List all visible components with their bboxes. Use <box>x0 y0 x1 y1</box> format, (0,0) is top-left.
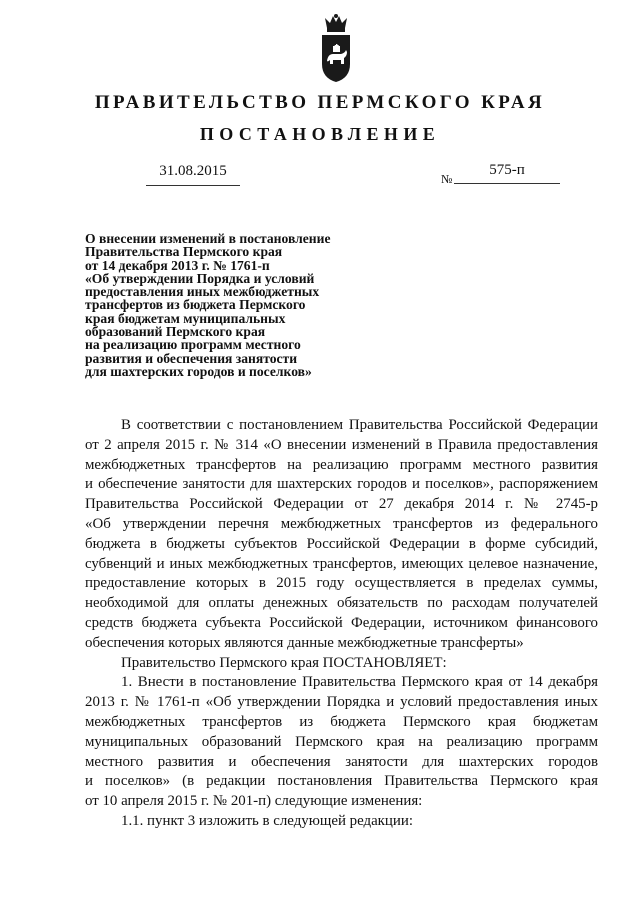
body-line: В соответствии с постановлением Правительства Российской Федерации <box>121 417 598 433</box>
body-line: межбюджетных трансфертов из бюджета Пермского края бюджетам <box>85 713 598 730</box>
body-line: от 2 апреля 2015 г. № 314 «О внесении изменений в Правила предоставления <box>85 436 598 453</box>
body-line: 1. Внести в постановление Правительства Пермского края от 14 декабря <box>121 674 598 691</box>
body-line: предоставление которых в 2015 году осуществляется в пределах суммы, <box>85 575 598 592</box>
decree-line: Правительство Пермского края ПОСТАНОВЛЯЕТ: <box>121 654 447 671</box>
item-line: 1.1. пункт 3 изложить в следующей редакции: <box>121 812 413 829</box>
document-subject <box>85 232 385 378</box>
body-line: и поселков» (в редакции постановления Правительства Пермского края <box>85 773 598 790</box>
body-line: и обеспечение занятости для шахтерских городов и поселков», распоряжением <box>85 476 598 493</box>
number-underline <box>454 183 560 184</box>
body-line: необходимой для оплаты денежных обязательств по расходам получателей <box>85 595 598 612</box>
body-line: субвенций и иных межбюджетных трансфертов, имеющих целевое назначение, <box>85 555 598 572</box>
subject-line: на реализацию программ местного <box>85 337 301 353</box>
body-line: средств бюджета субъекта Российской Федерации, источником финансового <box>85 614 598 631</box>
subject-line: «Об утверждении Порядка и условий <box>85 270 315 286</box>
document-type-title: ПОСТАНОВЛЕНИЕ <box>199 124 441 144</box>
document-number: 575-п <box>489 162 525 178</box>
body-line: обеспечения которых являются данные межбюджетные трансферты» <box>85 634 524 651</box>
subject-line: от 14 декабря 2013 г. № 1761-п <box>85 257 270 273</box>
subject-line: трансфертов из бюджета Пермского <box>85 297 306 313</box>
subject-line: Правительства Пермского края <box>85 244 283 260</box>
coat-of-arms-icon <box>319 14 353 84</box>
body-line: 2013 г. № 1761-п «Об утверждении Порядка и условий предоставления иных <box>85 694 598 711</box>
document-date: 31.08.2015 <box>159 163 227 179</box>
subject-line: развития и обеспечения занятости <box>85 350 298 366</box>
subject-line: образований Пермского края <box>85 324 266 340</box>
body-line: муниципальных образований Пермского края на реализацию программ <box>85 733 598 750</box>
number-sign: № <box>441 172 453 186</box>
date-underline <box>146 185 240 186</box>
document-body <box>85 416 598 832</box>
body-line: Правительства Российской Федерации от 27 декабря 2014 г. № 2745-р <box>85 496 598 513</box>
body-line: бюджета в бюджеты субъектов Российской Федерации в форме субсидий, <box>85 535 598 552</box>
body-line: «Об утверждении перечня межбюджетных трансфертов из федерального <box>85 515 598 532</box>
subject-line: края бюджетам муниципальных <box>85 310 286 326</box>
body-line: межбюджетных трансфертов на реализацию программ местного развития <box>85 456 598 473</box>
government-title: ПРАВИТЕЛЬСТВО ПЕРМСКОГО КРАЯ <box>94 92 546 113</box>
subject-line: О внесении изменений в постановление <box>85 231 331 246</box>
subject-line: для шахтерских городов и поселков» <box>85 363 312 379</box>
body-line: от 10 апреля 2015 г. № 201-п) следующие изменения: <box>85 793 423 810</box>
body-line: местного развития и обеспечения занятости для шахтерских городов <box>85 753 598 770</box>
subject-line: предоставления иных межбюджетных <box>85 284 320 300</box>
